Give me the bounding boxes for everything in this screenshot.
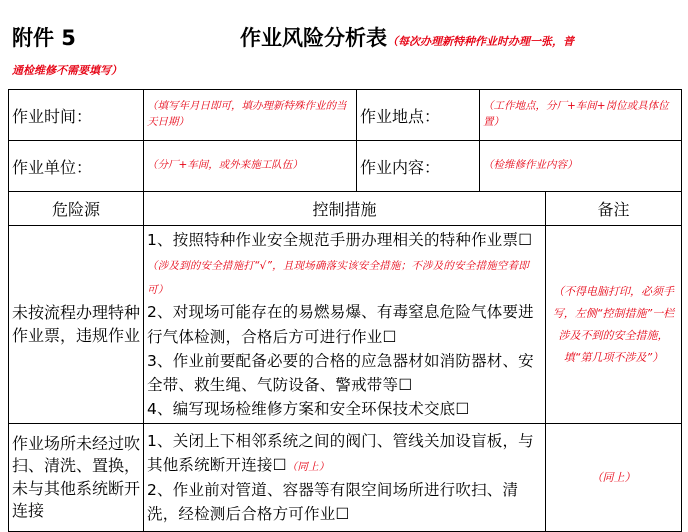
remark-column-header: 备注 xyxy=(546,192,682,226)
title-line xyxy=(240,22,574,52)
work-location-label: 作业地点： xyxy=(357,90,480,141)
measure-item[interactable]: 1、按照特种作业安全规范手册办理相关的特种作业票☐（涉及到的安全措施打“√”，且现场确落实该安全措施；不涉及的安全措施空着即可） xyxy=(147,231,533,297)
title-instruction-part2: 通检维修不需要填写） xyxy=(12,64,122,77)
measure-note: （涉及到的安全措施打“√”，且现场确落实该安全措施；不涉及的安全措施空着即可） xyxy=(147,260,529,297)
table-row xyxy=(9,424,682,532)
work-content-field[interactable]: （检维修作业内容） xyxy=(480,141,682,192)
work-location-field[interactable]: （工作地点，分厂+车间+岗位或具体位置） xyxy=(480,90,682,141)
measure-item[interactable]: 3、作业前要配备必要的合格的应急器材如消防器材、安全带、救生绳、气防设备、警戒带等☐ xyxy=(147,351,534,394)
column-header-row xyxy=(9,192,682,226)
work-content-label: 作业内容： xyxy=(357,141,480,192)
measures-column-header: 控制措施 xyxy=(144,192,546,226)
hazard-cell: 作业场所未经过吹扫、清洗、置换，未与其他系统断开连接 xyxy=(9,424,144,532)
document-title: 作业风险分析表 xyxy=(240,26,387,50)
hazard-cell: 未按流程办理特种作业票，违规作业 xyxy=(9,226,144,424)
time-location-row xyxy=(9,90,682,141)
attachment-number: 附件 5 xyxy=(12,26,76,50)
unit-content-row xyxy=(9,141,682,192)
measures-cell xyxy=(144,226,546,424)
measure-note: （同上） xyxy=(286,461,330,474)
remark-cell: （不得电脑打印，必须手写，左侧“控制措施”一栏涉及不到的安全措施，填“第几项不涉及”） xyxy=(546,226,682,424)
measure-item[interactable]: 2、对现场可能存在的易燃易爆、有毒窒息危险气体要进行气体检测，合格后方可进行作业☐ xyxy=(147,303,534,346)
work-unit-label: 作业单位： xyxy=(9,141,144,192)
hazard-column-header: 危险源 xyxy=(9,192,144,226)
measure-item[interactable]: 1、关闭上下相邻系统之间的阀门、管线关加设盲板，与其他系统断开连接☐（同上） xyxy=(147,432,534,475)
remark-cell: （同上） xyxy=(546,424,682,532)
table-row xyxy=(9,226,682,424)
risk-analysis-table xyxy=(8,89,682,532)
document-header xyxy=(0,0,688,88)
measure-item[interactable]: 2、作业前对管道、容器等有限空间场所进行吹扫、清洗，经检测后合格方可作业☐ xyxy=(147,480,519,523)
work-unit-field[interactable]: （分厂+车间，或外来施工队伍） xyxy=(144,141,357,192)
work-time-label: 作业时间： xyxy=(9,90,144,141)
measures-cell xyxy=(144,424,546,532)
work-time-field[interactable]: （填写年月日即可，填办理新特殊作业的当天日期） xyxy=(144,90,357,141)
measure-item[interactable]: 4、编写现场检维修方案和安全环保技术交底☐ xyxy=(147,399,470,418)
title-instruction-part1: （每次办理新特种作业时办理一张，普 xyxy=(387,35,574,48)
